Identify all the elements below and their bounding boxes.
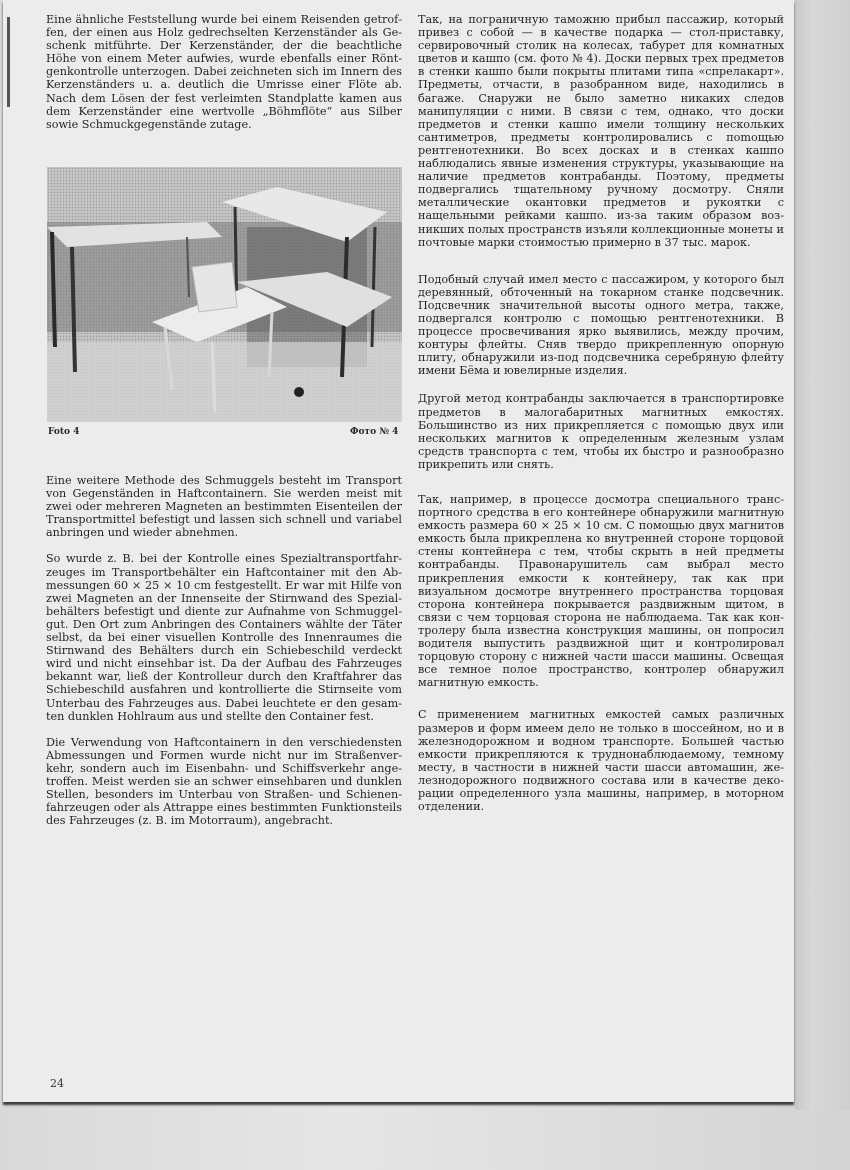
furniture-photo-illustration <box>47 167 402 422</box>
photo-furniture <box>47 167 402 422</box>
page-number: 24 <box>50 1077 64 1090</box>
paragraph: Так, на пограничную таможню прибыл пассажир, который привез с собой — в качестве подарка — стол-приставку, сервировочный столик на колесах, табурет для комнатных цветов и кашпо (см. фото № 4). Доски первых трех предметов в стенки кашпо были покрыты плитами типа «спрелакарт». Предметы, отчасти, в разобранном виде, находились в багаже. Снаружи не было заметно никаких следов манипуляции с ними. В связи с тем, однако, что доски предметов и стенки кашпо имели толщину нескольких сантиметров, предметы контролировались с поmощью рентгенотехники. Во всех досках и в стенках кашпо наблюдались явные изменения структуры, указывающие на наличие предметов контрабанды. Поэтому, предметы подвергались тщательному ручному досмотру. Сняли металлические окантовки предметов и рукоятки с нащельными рейками кашпо. из-за таким образом возникших полых пространств изъяли коллекционные монеты и почтовые марки стоимостью примерно в 37 тыс. марок. <box>418 13 784 249</box>
paragraph: Другой метод контрабанды заключается в транспортировке предметов в малогабаритных магнитных емкостях. Большинство из них прикрепляется с помощью двух или нескольких магнитов к определенным железным узлам средств транспорта с тем, чтобы их быстро и разнообразно прикрепить или снять. <box>418 392 784 471</box>
left-column-body <box>46 474 402 827</box>
paragraph: So wurde z. B. bei der Kontrolle eines Spezialtransportfahrzeuges im Transportbehälter ein Haftcontainer mit den Abmessungen 60 × 25 × 10 cm festgestellt. Er war mit Hilfe von zwei Magneten an der Innenseite der Stirnwand des Spezialbehälters befestigt und diente zur Aufnahme von Schmuggelgut. Den Ort zum Anbringen des Containers wählte der Täter selbst, da bei einer visuellen Kontrolle des Innenraumes die Stirnwand des Behälters durch ein Schiebeschild verdeckt wird und nicht einsehbar ist. Da der Aufbau des Fahrzeuges bekannt war, ließ der Kontrolleur durch den Kraftfahrer das Schiebeschild ausfahren und kontrollierte die Stirnseite vom Unterbau des Fahrzeuges aus. Dabei leuchtete er den gesamten dunklen Hohlraum aus und stellte den Container fest. <box>46 552 402 723</box>
photo-caption-german: Foto 4 <box>48 427 80 437</box>
margin-mark <box>7 17 10 107</box>
right-column-body <box>418 13 784 813</box>
paragraph: Подобный случай имел место с пассажиром, у которого был деревянный, обточенный на токарном станке подсвечник. Подсвечник значительной высоты одного метра, также, подвергался контролю с помощью рентгенотехники. В процессе просвечивания ярко выявились, между прочим, контуры флейты. Сняв твердо прикрепленную опорную плиту, обнаружили из-под подсвечника серебряную флейту имени Бёма и ювелирные изделия. <box>418 272 784 378</box>
left-column-top <box>46 13 402 131</box>
photo-caption-russian: Фото № 4 <box>350 427 399 437</box>
paragraph: Die Verwendung von Haftcontainern in den verschiedensten Abmessungen und Formen wurde nicht nur im Straßenverkehr, sondern auch im Eisenbahn- und Schiffsverkehr angetroffen. Meist werden sie an schwer einsehbaren und dunklen Stellen, besonders im Unterbau von Straßen- und Schienenfahrzeugen oder als Attrappe eines bestimmten Funktionsteils des Fahrzeuges (z. B. im Motorraum), angebracht. <box>46 735 402 828</box>
paragraph: Eine ähnliche Feststellung wurde bei einem Reisenden getroffen, der einen aus Holz gedrechselten Kerzenständer als Geschenk mitführte. Der Kerzenständer, der die beachtliche Höhe von einem Meter aufwies, wurde ebenfalls einer Röntgenkontrolle unterzogen. Dabei zeichneten sich im Innern des Kerzenständers u. a. deutlich die Umrisse einer Flöte ab. Nach dem Lösen der fest verleimten Standplatte kamen aus dem Kerzenständer eine wertvolle „Böhmflöte“ aus Silber sowie Schmuckgegenstände zutage. <box>46 13 402 131</box>
paragraph: С применением магнитных емкостей самых различных размеров и форм имеем дело не только в шоссейном, но и в железнодорожном и водном транспорте. Большей частью емкости прикрепляются к труднонаблюдаемому, темному месту, в частности в нижней части шасси автомашин, железнодорожного подвижного состава или в качестве декорации определенного узла машины, например, в моторном отделении. <box>418 708 784 814</box>
scanner-edge-strip <box>795 0 850 1110</box>
paragraph: Eine weitere Methode des Schmuggels besteht im Transport von Gegenständen in Haftcontainern. Sie werden meist mit zwei oder mehreren Magneten an bestimmten Eisenteilen der Transportmittel befestigt und lassen sich schnell und variabel anbringen und wieder abnehmen. <box>46 474 402 540</box>
paragraph: Так, например, в процессе досмотра специального транспортного средства в его контейнере обнаружили магнитную емкость размера 60 × 25 × 10 см. С помощью двух магнитов емкость была прикреплена ко внутренней стороне торцовой стены контейнера с тем, чтобы скрыть в ней предметы контрабанды. Правонарушитель сам выбрал место прикрепления емкости к контейнеру, так как при визуальном досмотре внутреннего пространства торцовая сторона контейнера покрывается раздвижным щитом, в связи с чем торцовая сторона не наблюдаема. Так как контролеру была известна конструкция машины, он попросил водителя выпустить раздвижной щит и контролировал торцовую сторону с нижней части шасси машины. Освещая все темное полое пространство, контролер обнаружил магнитную емкость. <box>418 493 784 690</box>
